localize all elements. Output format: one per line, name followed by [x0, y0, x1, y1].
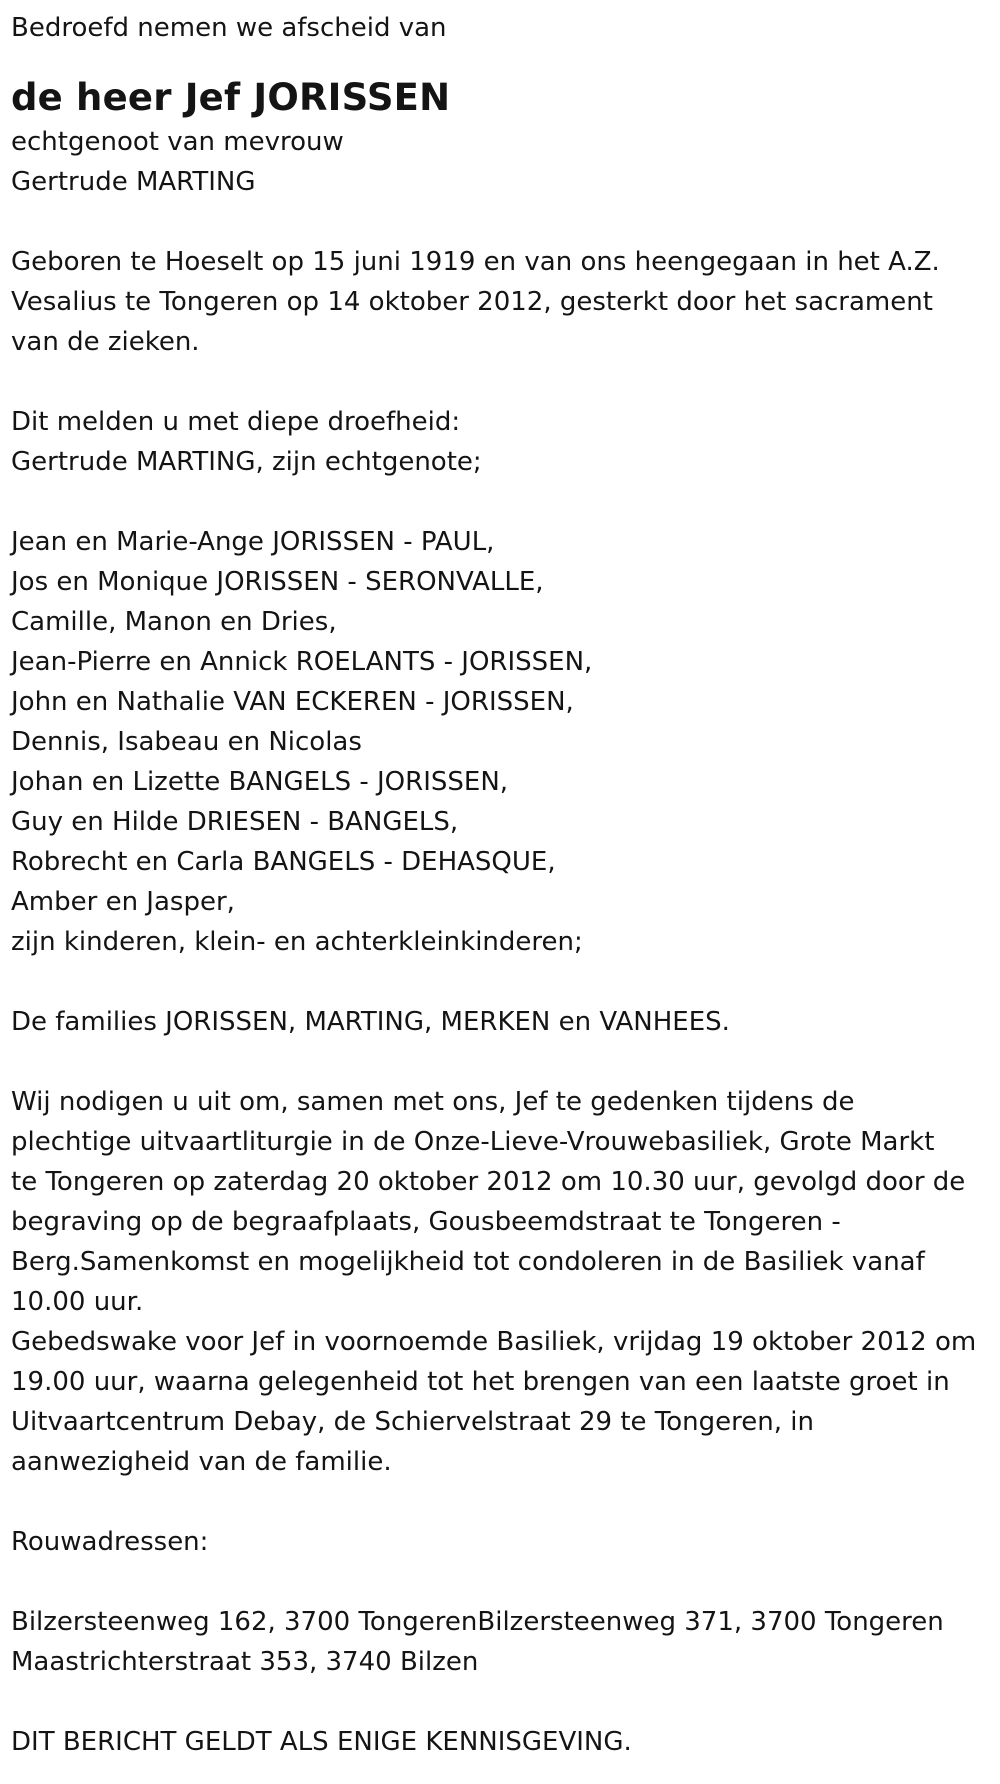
birth-line: Geboren te Hoeselt op 15 juni 1919 en van ons heengegaan in het A.Z. [11, 247, 940, 277]
family-line: Jean-Pierre en Annick ROELANTS - JORISSEN, [11, 647, 593, 677]
intro-text: Bedroefd nemen we afscheid van [11, 13, 447, 43]
ceremony-line: 10.00 uur. [11, 1287, 144, 1317]
family-line: Robrecht en Carla BANGELS - DEHASQUE, [11, 847, 556, 877]
family-line: Jos en Monique JORISSEN - SERONVALLE, [11, 567, 544, 597]
spacer [11, 962, 1000, 1002]
family-line: Camille, Manon en Dries, [11, 607, 337, 637]
family-line: Jean en Marie-Ange JORISSEN - PAUL, [11, 527, 495, 557]
family-line: John en Nathalie VAN ECKEREN - JORISSEN, [11, 687, 574, 717]
ceremony-line: Berg.Samenkomst en mogelijkheid tot condoleren in de Basiliek vanaf [11, 1247, 925, 1277]
family-line: Dennis, Isabeau en Nicolas [11, 727, 362, 757]
ceremony-line: te Tongeren op zaterdag 20 oktober 2012 om 10.30 uur, gevolgd door de [11, 1167, 966, 1197]
announce-block [11, 402, 1000, 482]
birth-line: van de zieken. [11, 327, 200, 357]
ceremony-block [11, 1082, 1000, 1482]
spacer [11, 202, 1000, 242]
family-line: Johan en Lizette BANGELS - JORISSEN, [11, 767, 509, 797]
spouse-line: echtgenoot van mevrouw [11, 127, 344, 157]
spacer [11, 362, 1000, 402]
ceremony-line: begraving op de begraafplaats, Gousbeemdstraat te Tongeren - [11, 1207, 841, 1237]
spacer [11, 1042, 1000, 1082]
address-line: Bilzersteenweg 162, 3700 TongerenBilzersteenweg 371, 3700 Tongeren [11, 1607, 944, 1637]
spacer [11, 1482, 1000, 1522]
birth-block [11, 242, 1000, 362]
address-line: Maastrichterstraat 353, 3740 Bilzen [11, 1647, 479, 1677]
ceremony-line: Uitvaartcentrum Debay, de Schiervelstraat 29 te Tongeren, in [11, 1407, 814, 1437]
families-line: De families JORISSEN, MARTING, MERKEN en VANHEES. [11, 1007, 730, 1037]
deceased-name: de heer Jef JORISSEN [11, 76, 451, 119]
family-block [11, 522, 1000, 962]
family-line: Amber en Jasper, [11, 887, 235, 917]
spouse-block [11, 122, 1000, 202]
announce-line: Dit melden u met diepe droefheid: [11, 407, 461, 437]
ceremony-line: Gebedswake voor Jef in voornoemde Basiliek, vrijdag 19 oktober 2012 om [11, 1327, 977, 1357]
family-line: Guy en Hilde DRIESEN - BANGELS, [11, 807, 459, 837]
ceremony-line: aanwezigheid van de familie. [11, 1447, 392, 1477]
announce-line: Gertrude MARTING, zijn echtgenote; [11, 447, 482, 477]
address-block [11, 1602, 1000, 1682]
family-line: zijn kinderen, klein- en achterkleinkinderen; [11, 927, 583, 957]
ceremony-line: 19.00 uur, waarna gelegenheid tot het brengen van een laatste groet in [11, 1367, 950, 1397]
spouse-line: Gertrude MARTING [11, 167, 256, 197]
addresses-label: Rouwadressen: [11, 1527, 209, 1557]
birth-line: Vesalius te Tongeren op 14 oktober 2012, gesterkt door het sacrament [11, 287, 933, 317]
ceremony-line: Wij nodigen u uit om, samen met ons, Jef te gedenken tijdens de [11, 1087, 855, 1117]
spacer [11, 482, 1000, 522]
ceremony-line: plechtige uitvaartliturgie in de Onze-Lieve-Vrouwebasiliek, Grote Markt [11, 1127, 935, 1157]
spacer [11, 1682, 1000, 1722]
closing-notice: DIT BERICHT GELDT ALS ENIGE KENNISGEVING. [11, 1727, 632, 1757]
spacer [11, 1562, 1000, 1602]
